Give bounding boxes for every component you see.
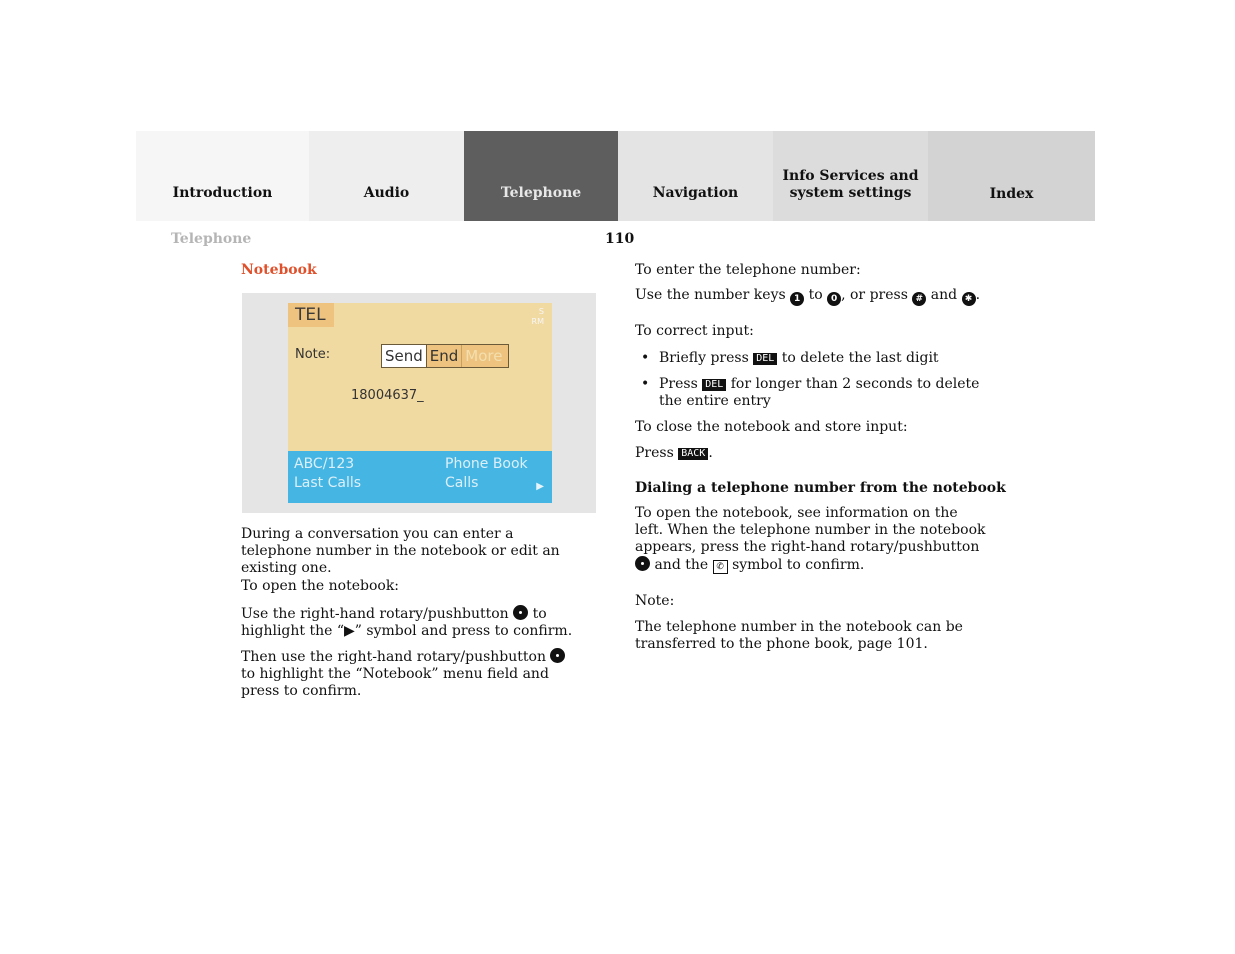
chapter-tabs xyxy=(136,131,1095,221)
right-paragraph-4: To close the notebook and store input: xyxy=(635,419,908,435)
right-paragraph-6: To open the notebook, see information on the left. When the telephone number in the notebook appears, press the right-hand rotary/pushbutton and the ✆ symbol to confirm. xyxy=(635,505,986,573)
back-key-icon: BACK xyxy=(678,448,708,460)
note-label: Note: xyxy=(295,347,331,362)
rotary-button-icon xyxy=(513,605,528,620)
right-arrow-icon: ▶ xyxy=(536,481,544,492)
right-paragraph-8: The telephone number in the notebook can be transferred to the phone book, page 101. xyxy=(635,619,963,652)
bullet-item-2: Press DEL for longer than 2 seconds to delete the entire entry xyxy=(659,376,980,409)
left-paragraph-2: To open the notebook: xyxy=(241,578,400,594)
screen-button-row xyxy=(381,344,509,368)
tab-info-services-label: Info Services and system settings xyxy=(782,168,919,201)
more-button[interactable]: More xyxy=(462,345,508,367)
left-paragraph-4: Then use the right-hand rotary/pushbutton to highlight the “Notebook” menu field and press to confirm. xyxy=(241,648,571,700)
tab-index[interactable]: Index xyxy=(928,131,1095,221)
right-paragraph-7: Note: xyxy=(635,593,675,609)
softkey-phone-book[interactable]: Phone Book xyxy=(445,456,528,472)
rotary-button-icon xyxy=(635,556,650,571)
page-number: 110 xyxy=(605,231,635,247)
key-0-icon: 0 xyxy=(827,292,841,306)
screen-image xyxy=(242,293,596,513)
subheading: Dialing a telephone number from the notebook xyxy=(635,480,1006,496)
softkey-calls[interactable]: Calls xyxy=(445,475,479,491)
bullet-item-1: Briefly press DEL to delete the last digit xyxy=(659,350,939,366)
tab-telephone[interactable]: Telephone xyxy=(464,131,618,221)
del-key-icon: DEL xyxy=(753,353,777,365)
phone-icon: ✆ xyxy=(713,560,728,574)
softkey-abc[interactable]: ABC/123 xyxy=(294,456,355,472)
left-paragraph-3: Use the right-hand rotary/pushbutton to highlight the “▶” symbol and press to confirm. xyxy=(241,606,573,639)
screen-title: TEL xyxy=(288,303,334,327)
bullet-dot: • xyxy=(641,376,650,392)
right-paragraph-2: Use the number keys 1 to 0 , or press # and ✱ . xyxy=(635,287,981,304)
right-paragraph-3: To correct input: xyxy=(635,323,754,339)
rotary-button-icon xyxy=(550,648,565,663)
tab-navigation[interactable]: Navigation xyxy=(618,131,773,221)
bullet-dot: • xyxy=(641,350,650,366)
end-button[interactable]: End xyxy=(427,345,463,367)
softkey-last-calls[interactable]: Last Calls xyxy=(294,475,362,491)
tab-info-services[interactable] xyxy=(773,131,928,221)
tab-introduction[interactable]: Introduction xyxy=(136,131,309,221)
key-star-icon: ✱ xyxy=(962,292,976,306)
send-button[interactable]: Send xyxy=(382,345,427,367)
left-paragraph-1: During a conversation you can enter a telephone number in the notebook or edit an existing one. xyxy=(241,526,560,576)
right-paragraph-1: To enter the telephone number: xyxy=(635,262,861,278)
signal-icon: S RM xyxy=(531,307,544,326)
section-heading: Notebook xyxy=(241,262,317,278)
tab-audio[interactable]: Audio xyxy=(309,131,464,221)
key-1-icon: 1 xyxy=(790,292,804,306)
screen-softkey-bar xyxy=(288,451,552,503)
del-key-icon: DEL xyxy=(702,379,726,391)
display-screen xyxy=(288,303,552,503)
entered-number: 18004637_ xyxy=(351,388,424,403)
right-paragraph-5: Press BACK . xyxy=(635,445,713,461)
section-label: Telephone xyxy=(171,231,252,247)
key-hash-icon: # xyxy=(912,292,926,306)
